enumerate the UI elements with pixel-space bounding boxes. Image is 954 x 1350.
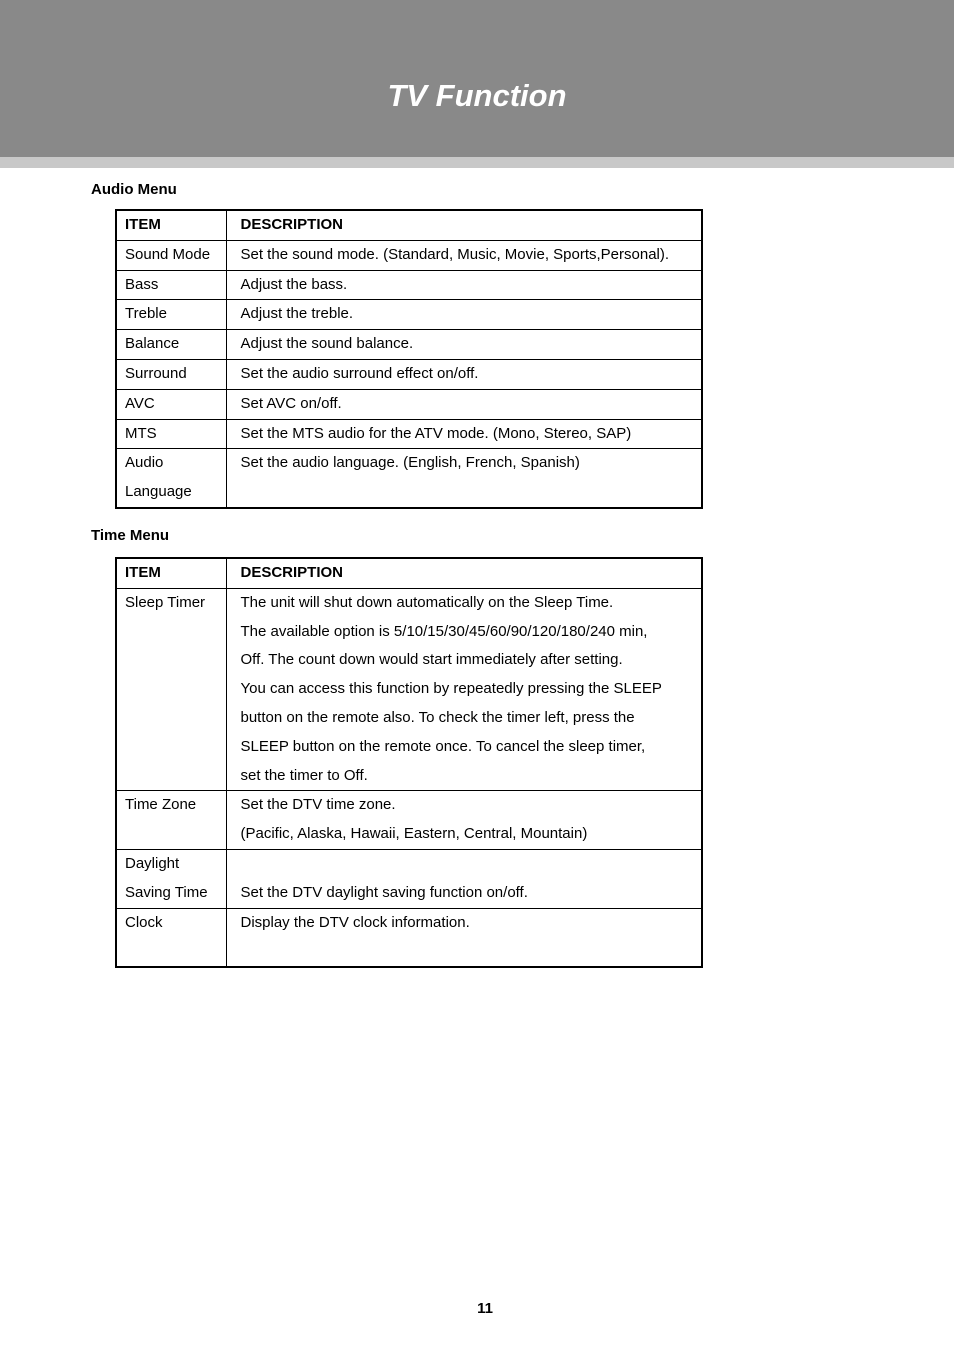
description-cell (226, 588, 702, 791)
item-line: Sleep Timer (125, 593, 206, 611)
item-cell (116, 588, 226, 791)
table-row (116, 300, 702, 330)
description-line: Display the DTV clock information. (240, 913, 470, 931)
item-cell (116, 849, 226, 908)
description-line: SLEEP button on the remote once. To cancel the sleep timer, (240, 737, 646, 755)
table-row (116, 908, 702, 967)
item-line (125, 675, 226, 704)
table-header-row (116, 210, 702, 240)
table-row (116, 359, 702, 389)
column-header-item: ITEM (116, 558, 226, 588)
description-line: Adjust the treble. (240, 305, 354, 323)
table-row (116, 240, 702, 270)
item-line: Balance (125, 335, 180, 353)
description-cell (226, 449, 702, 508)
description-cell (226, 908, 702, 967)
item-line: Audio (125, 454, 164, 472)
item-line: MTS (125, 424, 157, 442)
column-header-description: DESCRIPTION (226, 210, 702, 240)
item-cell (116, 240, 226, 270)
description-cell (226, 419, 702, 449)
description-cell (226, 791, 702, 850)
description-line: Set the DTV daylight saving function on/off. (240, 883, 528, 901)
item-cell (116, 300, 226, 330)
item-cell (116, 270, 226, 300)
description-line: Set the audio language. (English, French, Spanish) (240, 454, 580, 472)
audio-menu-table (115, 209, 703, 509)
item-cell (116, 359, 226, 389)
item-line (125, 733, 226, 762)
description-line: Set the sound mode. (Standard, Music, Movie, Sports,Personal). (240, 245, 670, 263)
description-line: button on the remote also. To check the timer left, press the (240, 708, 635, 726)
item-line (125, 646, 226, 675)
description-cell (226, 270, 702, 300)
item-line: Language (125, 483, 192, 501)
item-line (125, 762, 226, 791)
item-line: AVC (125, 394, 155, 412)
item-line: Clock (125, 913, 163, 931)
table-row (116, 849, 702, 908)
item-cell (116, 908, 226, 967)
item-line (125, 937, 226, 966)
item-line: Daylight (125, 854, 180, 872)
table-row (116, 389, 702, 419)
table-row (116, 330, 702, 360)
table-row (116, 588, 702, 791)
description-cell (226, 359, 702, 389)
description-cell (226, 849, 702, 908)
item-line (125, 618, 226, 647)
item-line (125, 820, 226, 849)
header-strip (0, 157, 954, 168)
description-line: Set the DTV time zone. (240, 796, 396, 814)
time-menu-rows (116, 588, 702, 967)
audio-menu-title: Audio Menu (91, 181, 177, 198)
description-cell (226, 300, 702, 330)
description-line: Adjust the bass. (240, 275, 348, 293)
description-line: Adjust the sound balance. (240, 335, 414, 353)
description-cell (226, 389, 702, 419)
item-line: Bass (125, 275, 159, 293)
page-title: TV Function (387, 78, 567, 113)
item-line: Time Zone (125, 796, 197, 814)
description-line: set the timer to Off. (240, 766, 368, 784)
description-line (241, 850, 698, 879)
column-header-item: ITEM (116, 210, 226, 240)
item-cell (116, 330, 226, 360)
description-line: Off. The count down would start immediately after setting. (240, 651, 623, 669)
table-header-row (116, 558, 702, 588)
description-cell (226, 240, 702, 270)
table-row (116, 791, 702, 850)
column-header-description: DESCRIPTION (226, 558, 702, 588)
description-line (241, 937, 698, 966)
audio-menu-rows (116, 240, 702, 508)
page-number: 11 (477, 1300, 493, 1317)
table-row (116, 270, 702, 300)
description-line: The available option is 5/10/15/30/45/60/90/120/180/240 min, (240, 622, 648, 640)
description-line: The unit will shut down automatically on the Sleep Time. (240, 593, 614, 611)
item-cell (116, 389, 226, 419)
description-cell (226, 330, 702, 360)
description-line: (Pacific, Alaska, Hawaii, Eastern, Central, Mountain) (240, 825, 588, 843)
item-line: Saving Time (125, 883, 208, 901)
time-menu-table (115, 557, 703, 968)
description-line (241, 478, 698, 507)
description-line: Set AVC on/off. (240, 394, 342, 412)
table-row (116, 419, 702, 449)
description-line: Set the MTS audio for the ATV mode. (Mono, Stereo, SAP) (240, 424, 632, 442)
item-line (125, 704, 226, 733)
time-menu-title: Time Menu (91, 527, 170, 544)
item-line: Treble (125, 305, 167, 323)
table-row (116, 449, 702, 508)
description-line: Set the audio surround effect on/off. (240, 364, 479, 382)
description-line: You can access this function by repeatedly pressing the SLEEP (240, 680, 662, 698)
item-line: Surround (125, 364, 187, 382)
item-cell (116, 791, 226, 850)
item-cell (116, 419, 226, 449)
item-line: Sound Mode (125, 245, 211, 263)
item-cell (116, 449, 226, 508)
